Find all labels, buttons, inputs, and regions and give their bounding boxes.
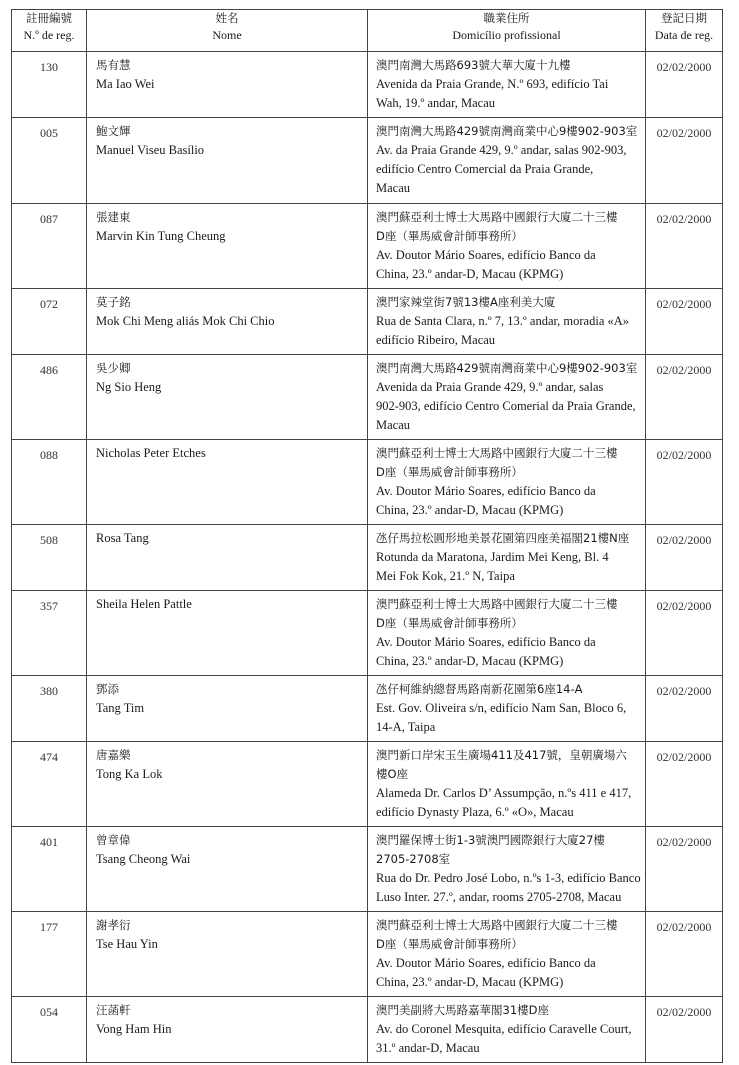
address-line: Rotunda da Maratona, Jardim Mei Keng, Bl. 4 bbox=[376, 550, 609, 564]
address-line: 2705-2708室 bbox=[376, 852, 451, 866]
header-name bbox=[87, 10, 368, 52]
name-chinese: 曾章偉 bbox=[96, 833, 131, 847]
address-line: 澳門蘇亞利士博士大馬路中國銀行大廈二十三樓 bbox=[376, 446, 618, 460]
address-line: Alameda Dr. Carlos D’ Assumpção, n.ºs 411 e 417, bbox=[376, 786, 632, 800]
table-row bbox=[12, 997, 723, 1063]
address-line: Avenida da Praia Grande, N.º 693, edifício Tai bbox=[376, 77, 609, 91]
name-cell bbox=[87, 676, 368, 742]
table-row bbox=[12, 591, 723, 676]
address-cell bbox=[368, 204, 646, 289]
address-cell bbox=[368, 912, 646, 997]
registration-date: 02/02/2000 bbox=[646, 204, 723, 289]
registration-table bbox=[11, 9, 723, 1063]
header-name-zh: 姓名 bbox=[215, 11, 239, 25]
header-address bbox=[368, 10, 646, 52]
reg-number: 474 bbox=[12, 742, 87, 827]
table-row bbox=[12, 440, 723, 525]
registration-date: 02/02/2000 bbox=[646, 676, 723, 742]
registration-date: 02/02/2000 bbox=[646, 289, 723, 355]
address-cell bbox=[368, 52, 646, 118]
address-cell bbox=[368, 118, 646, 204]
name-latin: Vong Ham Hin bbox=[96, 1022, 172, 1036]
reg-number: 486 bbox=[12, 355, 87, 440]
address-line: edifício Centro Comercial da Praia Grande, bbox=[376, 162, 594, 176]
address-line: Est. Gov. Oliveira s/n, edifício Nam San, Bloco 6, bbox=[376, 701, 627, 715]
address-line: Rua de Santa Clara, n.º 7, 13.º andar, moradia «A» bbox=[376, 314, 630, 328]
address-line: 14-A, Taipa bbox=[376, 720, 436, 734]
address-line: 澳門美副將大馬路嘉華閣31樓D座 bbox=[376, 1003, 549, 1017]
name-latin: Rosa Tang bbox=[96, 531, 149, 545]
reg-number: 005 bbox=[12, 118, 87, 204]
address-line: 澳門家辣堂街7號13樓A座利美大廈 bbox=[376, 295, 556, 309]
reg-number: 088 bbox=[12, 440, 87, 525]
header-reg-pt: N.º de reg. bbox=[23, 28, 75, 42]
name-cell bbox=[87, 289, 368, 355]
name-cell bbox=[87, 355, 368, 440]
header-reg-zh: 註冊編號 bbox=[26, 11, 72, 25]
name-chinese: 莫子銘 bbox=[96, 295, 131, 309]
address-cell bbox=[368, 742, 646, 827]
name-latin: Tong Ka Lok bbox=[96, 767, 163, 781]
reg-number: 177 bbox=[12, 912, 87, 997]
name-chinese: 汪菡軒 bbox=[96, 1003, 131, 1017]
table-row bbox=[12, 676, 723, 742]
registration-date: 02/02/2000 bbox=[646, 997, 723, 1063]
registration-date: 02/02/2000 bbox=[646, 118, 723, 204]
name-chinese: 鄧添 bbox=[96, 682, 119, 696]
name-latin: Tang Tim bbox=[96, 701, 145, 715]
address-line: edifício Dynasty Plaza, 6.º «O», Macau bbox=[376, 805, 574, 819]
address-line: 澳門南灣大馬路429號南灣商業中心9樓902-903室 bbox=[376, 124, 638, 138]
table-row bbox=[12, 827, 723, 912]
name-cell bbox=[87, 997, 368, 1063]
name-latin: Ma Iao Wei bbox=[96, 77, 155, 91]
name-latin: Sheila Helen Pattle bbox=[96, 597, 192, 611]
table-body bbox=[12, 52, 723, 1063]
address-line: 澳門新口岸宋玉生廣場411及417號，皇朝廣場六 bbox=[376, 748, 627, 762]
reg-number: 087 bbox=[12, 204, 87, 289]
address-line: Avenida da Praia Grande 429, 9.º andar, salas bbox=[376, 380, 604, 394]
address-line: 樓O座 bbox=[376, 767, 409, 781]
table-row bbox=[12, 289, 723, 355]
address-line: 澳門蘇亞利士博士大馬路中國銀行大廈二十三樓 bbox=[376, 918, 618, 932]
registration-date: 02/02/2000 bbox=[646, 52, 723, 118]
address-line: Wah, 19.º andar, Macau bbox=[376, 96, 495, 110]
address-line: D座（畢馬威會計師事務所） bbox=[376, 465, 523, 479]
address-cell bbox=[368, 827, 646, 912]
address-line: 澳門南灣大馬路693號大華大廈十九樓 bbox=[376, 58, 571, 72]
name-latin: Ng Sio Heng bbox=[96, 380, 162, 394]
address-line: Av. da Praia Grande 429, 9.º andar, salas 902-903, bbox=[376, 143, 627, 157]
registration-date: 02/02/2000 bbox=[646, 355, 723, 440]
address-line: Rua do Dr. Pedro José Lobo, n.ºs 1-3, edifício Banco bbox=[376, 871, 641, 885]
address-line: China, 23.º andar-D, Macau (KPMG) bbox=[376, 503, 564, 517]
table-row bbox=[12, 742, 723, 827]
header-date-zh: 登記日期 bbox=[661, 11, 707, 25]
name-cell bbox=[87, 827, 368, 912]
address-line: edifício Ribeiro, Macau bbox=[376, 333, 496, 347]
name-cell bbox=[87, 440, 368, 525]
address-line: 31.º andar-D, Macau bbox=[376, 1041, 480, 1055]
address-line: China, 23.º andar-D, Macau (KPMG) bbox=[376, 654, 564, 668]
name-cell bbox=[87, 742, 368, 827]
name-latin: Mok Chi Meng aliás Mok Chi Chio bbox=[96, 314, 275, 328]
address-line: 澳門蘇亞利士博士大馬路中國銀行大廈二十三樓 bbox=[376, 597, 618, 611]
header-date bbox=[646, 10, 723, 52]
address-line: Av. Doutor Mário Soares, edifício Banco da bbox=[376, 248, 596, 262]
name-latin: Nicholas Peter Etches bbox=[96, 446, 206, 460]
address-line: D座（畢馬威會計師事務所） bbox=[376, 229, 523, 243]
reg-number: 072 bbox=[12, 289, 87, 355]
reg-number: 401 bbox=[12, 827, 87, 912]
name-cell bbox=[87, 52, 368, 118]
address-line: Av. do Coronel Mesquita, edifício Caravelle Court, bbox=[376, 1022, 632, 1036]
name-chinese: 唐嘉樂 bbox=[96, 748, 131, 762]
table-row bbox=[12, 52, 723, 118]
address-cell bbox=[368, 591, 646, 676]
address-line: Av. Doutor Mário Soares, edifício Banco da bbox=[376, 956, 596, 970]
reg-number: 508 bbox=[12, 525, 87, 591]
reg-number: 054 bbox=[12, 997, 87, 1063]
name-chinese: 鮑文輝 bbox=[96, 124, 131, 138]
address-line: 902-903, edifício Centro Comerial da Praia Grande, bbox=[376, 399, 636, 413]
header-address-pt: Domicílio profissional bbox=[452, 28, 561, 42]
table-row bbox=[12, 118, 723, 204]
address-cell bbox=[368, 440, 646, 525]
name-cell bbox=[87, 912, 368, 997]
reg-number: 130 bbox=[12, 52, 87, 118]
name-cell bbox=[87, 204, 368, 289]
registration-date: 02/02/2000 bbox=[646, 525, 723, 591]
address-line: 澳門蘇亞利士博士大馬路中國銀行大廈二十三樓 bbox=[376, 210, 618, 224]
address-cell bbox=[368, 676, 646, 742]
address-cell bbox=[368, 997, 646, 1063]
header-address-zh: 職業住所 bbox=[483, 11, 530, 25]
header-name-pt: Nome bbox=[212, 28, 242, 42]
name-latin: Marvin Kin Tung Cheung bbox=[96, 229, 226, 243]
address-line: China, 23.º andar-D, Macau (KPMG) bbox=[376, 267, 564, 281]
address-line: Av. Doutor Mário Soares, edifício Banco da bbox=[376, 484, 596, 498]
name-cell bbox=[87, 118, 368, 204]
reg-number: 380 bbox=[12, 676, 87, 742]
address-line: Av. Doutor Mário Soares, edifício Banco da bbox=[376, 635, 596, 649]
registration-date: 02/02/2000 bbox=[646, 440, 723, 525]
registration-date: 02/02/2000 bbox=[646, 827, 723, 912]
address-line: China, 23.º andar-D, Macau (KPMG) bbox=[376, 975, 564, 989]
table-row bbox=[12, 355, 723, 440]
name-cell bbox=[87, 591, 368, 676]
header-reg-number bbox=[12, 10, 87, 52]
address-line: 澳門南灣大馬路429號南灣商業中心9樓902-903室 bbox=[376, 361, 638, 375]
registration-date: 02/02/2000 bbox=[646, 591, 723, 676]
registration-date: 02/02/2000 bbox=[646, 742, 723, 827]
address-line: 澳門羅保博士街1-3號澳門國際銀行大廈27樓 bbox=[376, 833, 605, 847]
name-chinese: 馬有慧 bbox=[96, 58, 131, 72]
name-latin: Manuel Viseu Basílio bbox=[96, 143, 205, 157]
name-chinese: 謝孝衍 bbox=[96, 918, 131, 932]
address-cell bbox=[368, 525, 646, 591]
address-cell bbox=[368, 355, 646, 440]
table-header bbox=[12, 10, 723, 52]
address-line: Macau bbox=[376, 418, 411, 432]
name-cell bbox=[87, 525, 368, 591]
address-cell bbox=[368, 289, 646, 355]
table-row bbox=[12, 525, 723, 591]
name-latin: Tsang Cheong Wai bbox=[96, 852, 191, 866]
address-line: D座（畢馬威會計師事務所） bbox=[376, 937, 523, 951]
table-row bbox=[12, 204, 723, 289]
table-row bbox=[12, 912, 723, 997]
reg-number: 357 bbox=[12, 591, 87, 676]
name-chinese: 吳少卿 bbox=[96, 361, 131, 375]
address-line: 氹仔柯維納總督馬路南新花園第6座14-A bbox=[376, 682, 583, 696]
name-chinese: 張建東 bbox=[96, 210, 131, 224]
address-line: Macau bbox=[376, 181, 411, 195]
header-date-pt: Data de reg. bbox=[654, 28, 714, 42]
address-line: D座（畢馬威會計師事務所） bbox=[376, 616, 523, 630]
address-line: Luso Inter. 27.º, andar, rooms 2705-2708, Macau bbox=[376, 890, 622, 904]
address-line: 氹仔馬拉松圓形地美景花園第四座美福閣21樓N座 bbox=[376, 531, 630, 545]
registration-date: 02/02/2000 bbox=[646, 912, 723, 997]
address-line: Mei Fok Kok, 21.º N, Taipa bbox=[376, 569, 515, 583]
name-latin: Tse Hau Yin bbox=[96, 937, 158, 951]
